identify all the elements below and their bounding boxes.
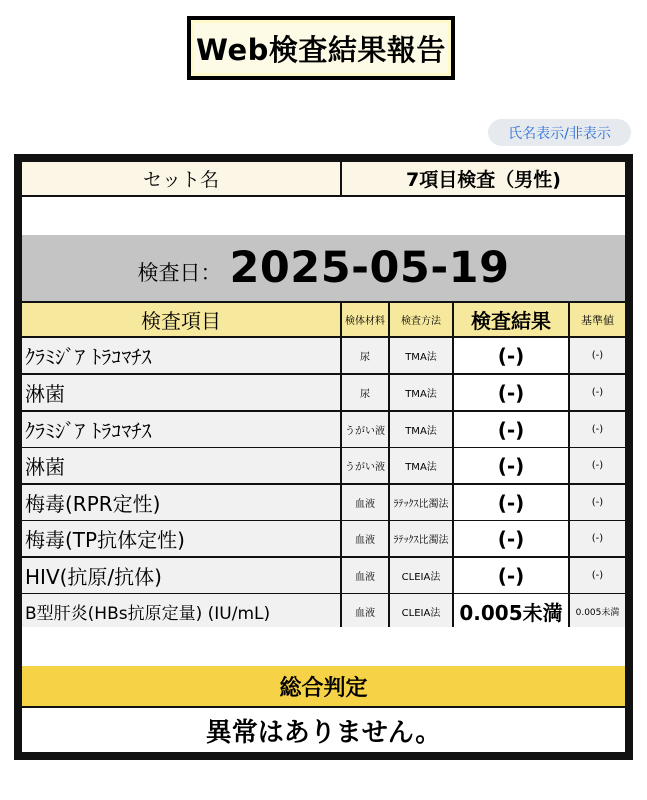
specimen: 尿 bbox=[342, 338, 388, 373]
test-item-name: 梅毒(RPR定性) bbox=[22, 485, 340, 520]
method: TMA法 bbox=[390, 448, 452, 483]
result: (-) bbox=[454, 448, 568, 483]
reference-value: (-) bbox=[570, 485, 625, 520]
report-table-inner bbox=[22, 162, 625, 752]
method: ﾗﾃｯｸｽ比濁法 bbox=[390, 485, 452, 520]
reference-value: (-) bbox=[570, 558, 625, 593]
reference-value: (-) bbox=[570, 375, 625, 410]
result: (-) bbox=[454, 412, 568, 447]
test-item-name: HIV(抗原/抗体) bbox=[22, 558, 340, 593]
result: 0.005未満 bbox=[454, 594, 568, 629]
exam-date-row bbox=[22, 235, 625, 301]
header-reference: 基準値 bbox=[570, 303, 625, 336]
method: ﾗﾃｯｸｽ比濁法 bbox=[390, 521, 452, 556]
set-name-label: セット名 bbox=[22, 162, 340, 195]
toggle-name-display-button[interactable]: 氏名表示/非表示 bbox=[488, 119, 631, 146]
blank-row-2 bbox=[22, 627, 625, 666]
test-item-name: 淋菌 bbox=[22, 375, 340, 410]
method: TMA法 bbox=[390, 338, 452, 373]
method: TMA法 bbox=[390, 412, 452, 447]
specimen: 血液 bbox=[342, 594, 388, 629]
result-report-table bbox=[14, 154, 633, 760]
page-title-box bbox=[187, 16, 455, 80]
result: (-) bbox=[454, 338, 568, 373]
test-item-name: 淋菌 bbox=[22, 448, 340, 483]
result: (-) bbox=[454, 558, 568, 593]
overall-judgement-value: 異常はありません。 bbox=[22, 708, 625, 752]
test-item-name: ｸﾗﾐｼﾞｱ ﾄﾗｺﾏﾁｽ bbox=[22, 338, 340, 373]
reference-value: (-) bbox=[570, 521, 625, 556]
test-item-name: ｸﾗﾐｼﾞｱ ﾄﾗｺﾏﾁｽ bbox=[22, 412, 340, 447]
blank-row bbox=[22, 197, 625, 235]
specimen: うがい液 bbox=[342, 412, 388, 447]
test-item-name: B型肝炎(HBs抗原定量) (IU/mL) bbox=[22, 594, 340, 629]
reference-value: (-) bbox=[570, 448, 625, 483]
header-method: 検査方法 bbox=[390, 303, 452, 336]
header-specimen: 検体材料 bbox=[342, 303, 388, 336]
specimen: 血液 bbox=[342, 485, 388, 520]
reference-value: (-) bbox=[570, 338, 625, 373]
specimen: 尿 bbox=[342, 375, 388, 410]
exam-date-label: 検査日： bbox=[137, 261, 222, 285]
overall-judgement-label: 総合判定 bbox=[22, 666, 625, 706]
header-result: 検査結果 bbox=[454, 303, 568, 336]
result: (-) bbox=[454, 521, 568, 556]
specimen: うがい液 bbox=[342, 448, 388, 483]
exam-date-value: 2025-05-19 bbox=[229, 243, 510, 293]
specimen: 血液 bbox=[342, 521, 388, 556]
test-item-name: 梅毒(TP抗体定性) bbox=[22, 521, 340, 556]
result: (-) bbox=[454, 485, 568, 520]
header-test-item: 検査項目 bbox=[22, 303, 340, 336]
method: CLEIA法 bbox=[390, 558, 452, 593]
page-title: Web検査結果報告 bbox=[196, 32, 446, 67]
reference-value: 0.005未満 bbox=[570, 594, 625, 629]
specimen: 血液 bbox=[342, 558, 388, 593]
reference-value: (-) bbox=[570, 412, 625, 447]
set-name-value: 7項目検査（男性) bbox=[342, 162, 625, 195]
method: CLEIA法 bbox=[390, 594, 452, 629]
method: TMA法 bbox=[390, 375, 452, 410]
result: (-) bbox=[454, 375, 568, 410]
